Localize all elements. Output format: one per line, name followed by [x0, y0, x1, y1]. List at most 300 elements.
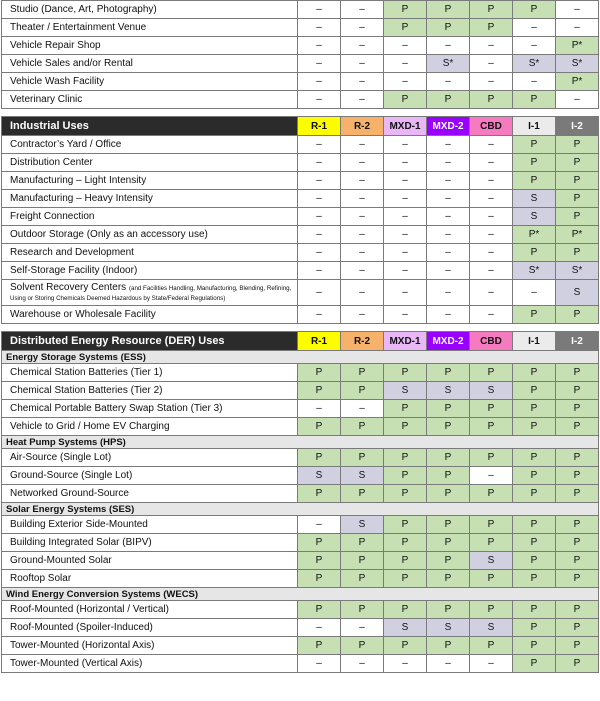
permission-cell-i-2: P — [556, 364, 599, 382]
permission-cell-i-2: P — [556, 485, 599, 503]
permission-cell-i-1: P — [513, 637, 556, 655]
permission-cell-cbd: P — [470, 364, 513, 382]
table-row — [2, 244, 599, 262]
der-header-row — [2, 332, 599, 351]
permission-cell-i-1: P — [513, 449, 556, 467]
permission-cell-r-2: – — [341, 55, 384, 73]
permission-cell-i-2: P — [556, 190, 599, 208]
permission-cell-r-1: – — [298, 172, 341, 190]
permission-cell-cbd: – — [470, 280, 513, 306]
permission-cell-i-1: – — [513, 19, 556, 37]
permission-cell-mxd-2: P — [427, 364, 470, 382]
permission-cell-r-1: P — [298, 485, 341, 503]
permission-cell-r-2: P — [341, 570, 384, 588]
permission-cell-i-1: P — [513, 172, 556, 190]
permission-cell-i-1: P — [513, 655, 556, 673]
permission-cell-i-2: P — [556, 619, 599, 637]
permission-cell-r-1: – — [298, 37, 341, 55]
use-label: Air-Source (Single Lot) — [2, 449, 298, 467]
permission-cell-mxd-1: P — [384, 601, 427, 619]
table-row — [2, 136, 599, 154]
permission-cell-r-2: – — [341, 208, 384, 226]
permission-cell-r-2: – — [341, 37, 384, 55]
permission-cell-i-2: S — [556, 280, 599, 306]
permission-cell-r-1: – — [298, 516, 341, 534]
permission-cell-r-2: P — [341, 552, 384, 570]
permission-cell-cbd: – — [470, 262, 513, 280]
permission-cell-i-1: P — [513, 619, 556, 637]
zone-header-r-1: R-1 — [298, 332, 341, 351]
permission-cell-cbd: P — [470, 637, 513, 655]
permission-cell-r-1: P — [298, 364, 341, 382]
permission-cell-i-1: P — [513, 91, 556, 109]
use-label: Research and Development — [2, 244, 298, 262]
permission-cell-r-2: S — [341, 516, 384, 534]
permission-cell-i-1: S — [513, 208, 556, 226]
zone-header-mxd-1: MXD-1 — [384, 332, 427, 351]
permission-cell-r-1: P — [298, 382, 341, 400]
permission-cell-i-1: P — [513, 154, 556, 172]
permission-cell-cbd: S — [470, 382, 513, 400]
table-row — [2, 19, 599, 37]
permission-cell-i-2: S* — [556, 55, 599, 73]
permission-cell-r-1: P — [298, 534, 341, 552]
permission-cell-mxd-1: P — [384, 516, 427, 534]
permission-cell-mxd-2: – — [427, 136, 470, 154]
permission-cell-cbd: – — [470, 306, 513, 324]
use-label: Studio (Dance, Art, Photography) — [2, 1, 298, 19]
use-label: Vehicle Repair Shop — [2, 37, 298, 55]
section-title: Distributed Energy Resource (DER) Uses — [2, 332, 298, 351]
permission-cell-mxd-1: P — [384, 637, 427, 655]
permission-cell-r-1: – — [298, 91, 341, 109]
permission-cell-mxd-2: – — [427, 244, 470, 262]
permission-cell-mxd-1: S — [384, 619, 427, 637]
table-row — [2, 1, 599, 19]
permission-cell-cbd: P — [470, 516, 513, 534]
permission-cell-cbd: S — [470, 619, 513, 637]
permission-cell-mxd-2: – — [427, 37, 470, 55]
use-label: Building Exterior Side-Mounted — [2, 516, 298, 534]
industrial-header-row — [2, 117, 599, 136]
use-label-note: (and Facilities Handling, Manufacturing, Blending, Refining, Using or Storing Chemicals Deemed Hazardous by State/Federal Regulations) — [10, 284, 292, 302]
permission-cell-cbd: – — [470, 172, 513, 190]
use-label — [2, 280, 298, 306]
permission-cell-i-2: – — [556, 19, 599, 37]
use-label: Manufacturing – Heavy Intensity — [2, 190, 298, 208]
subsection-header — [2, 351, 599, 364]
permission-cell-mxd-2: P — [427, 91, 470, 109]
permission-cell-mxd-1: – — [384, 226, 427, 244]
permission-cell-i-1: – — [513, 280, 556, 306]
permission-cell-mxd-2: – — [427, 306, 470, 324]
permission-cell-r-1: – — [298, 226, 341, 244]
table-row — [2, 467, 599, 485]
use-label: Freight Connection — [2, 208, 298, 226]
permission-cell-mxd-1: P — [384, 570, 427, 588]
permission-cell-i-2: P — [556, 637, 599, 655]
permission-cell-mxd-1: – — [384, 244, 427, 262]
permission-cell-i-1: P — [513, 1, 556, 19]
use-label: Veterinary Clinic — [2, 91, 298, 109]
permission-cell-r-2: – — [341, 400, 384, 418]
use-label: Networked Ground-Source — [2, 485, 298, 503]
use-label: Vehicle Wash Facility — [2, 73, 298, 91]
permission-cell-cbd: – — [470, 244, 513, 262]
use-label: Ground-Mounted Solar — [2, 552, 298, 570]
permission-cell-mxd-1: P — [384, 364, 427, 382]
permission-cell-i-1: – — [513, 37, 556, 55]
permission-cell-cbd: P — [470, 91, 513, 109]
permission-cell-mxd-2: P — [427, 552, 470, 570]
permission-cell-r-2: – — [341, 655, 384, 673]
use-label: Tower-Mounted (Vertical Axis) — [2, 655, 298, 673]
permission-cell-r-1: – — [298, 280, 341, 306]
permission-cell-r-1: P — [298, 449, 341, 467]
permission-cell-mxd-1: P — [384, 552, 427, 570]
permission-cell-cbd: P — [470, 400, 513, 418]
permission-cell-i-1: P — [513, 136, 556, 154]
use-label: Tower-Mounted (Horizontal Axis) — [2, 637, 298, 655]
permission-cell-mxd-2: – — [427, 154, 470, 172]
permission-cell-r-1: – — [298, 306, 341, 324]
permission-cell-cbd: P — [470, 601, 513, 619]
use-label: Chemical Station Batteries (Tier 1) — [2, 364, 298, 382]
table-row — [2, 364, 599, 382]
table-row — [2, 449, 599, 467]
zone-header-i-1: I-1 — [513, 117, 556, 136]
zone-header-r-2: R-2 — [341, 332, 384, 351]
permission-cell-mxd-1: – — [384, 37, 427, 55]
table-row — [2, 382, 599, 400]
permission-cell-i-2: P — [556, 552, 599, 570]
permission-cell-r-2: – — [341, 19, 384, 37]
permission-cell-i-2: P — [556, 449, 599, 467]
permission-cell-mxd-1: P — [384, 534, 427, 552]
permission-cell-r-1: P — [298, 418, 341, 436]
permission-cell-i-2: P — [556, 601, 599, 619]
permission-cell-i-1: P — [513, 418, 556, 436]
use-label: Roof-Mounted (Horizontal / Vertical) — [2, 601, 298, 619]
permission-cell-mxd-2: P — [427, 485, 470, 503]
use-label: Contractor’s Yard / Office — [2, 136, 298, 154]
permission-cell-i-1: P — [513, 516, 556, 534]
subsection-title: Energy Storage Systems (ESS) — [2, 351, 599, 364]
permission-cell-r-2: – — [341, 73, 384, 91]
permission-cell-mxd-2: P — [427, 467, 470, 485]
table-row — [2, 172, 599, 190]
table-row — [2, 37, 599, 55]
permission-cell-i-1: P — [513, 382, 556, 400]
permission-cell-i-2: P — [556, 244, 599, 262]
permission-cell-r-1: – — [298, 1, 341, 19]
permission-cell-mxd-1: – — [384, 208, 427, 226]
permission-cell-cbd: – — [470, 655, 513, 673]
permission-cell-mxd-2: P — [427, 516, 470, 534]
permission-cell-i-1: P — [513, 244, 556, 262]
permission-cell-r-1: – — [298, 655, 341, 673]
permission-cell-i-1: S* — [513, 262, 556, 280]
permission-cell-r-2: – — [341, 190, 384, 208]
spacer-cell — [2, 109, 599, 117]
permission-cell-cbd: P — [470, 570, 513, 588]
permission-cell-r-2: P — [341, 382, 384, 400]
table-row — [2, 306, 599, 324]
table-row — [2, 418, 599, 436]
permission-cell-mxd-2: P — [427, 534, 470, 552]
table-row — [2, 91, 599, 109]
table-row — [2, 570, 599, 588]
zone-header-cbd: CBD — [470, 332, 513, 351]
table-row — [2, 552, 599, 570]
subsection-title: Solar Energy Systems (SES) — [2, 503, 599, 516]
permission-cell-i-1: P — [513, 467, 556, 485]
permission-cell-mxd-2: – — [427, 655, 470, 673]
permission-cell-cbd: – — [470, 208, 513, 226]
permission-cell-r-1: P — [298, 552, 341, 570]
permission-cell-i-2: P — [556, 467, 599, 485]
permission-cell-r-2: – — [341, 244, 384, 262]
permission-cell-i-1: P — [513, 306, 556, 324]
permission-cell-i-2: P* — [556, 73, 599, 91]
permission-cell-i-1: P — [513, 601, 556, 619]
permission-cell-cbd: S — [470, 552, 513, 570]
zone-header-mxd-2: MXD-2 — [427, 332, 470, 351]
permission-cell-mxd-1: – — [384, 262, 427, 280]
permission-cell-mxd-2: S — [427, 382, 470, 400]
permission-cell-mxd-2: S* — [427, 55, 470, 73]
permission-cell-i-2: P — [556, 534, 599, 552]
table-row — [2, 400, 599, 418]
permission-cell-r-1: – — [298, 400, 341, 418]
permission-cell-r-1: – — [298, 244, 341, 262]
permission-cell-cbd: – — [470, 226, 513, 244]
spacer-cell — [2, 324, 599, 332]
use-label-main: Solvent Recovery Centers — [10, 281, 127, 293]
subsection-header — [2, 503, 599, 516]
permission-cell-mxd-1: – — [384, 190, 427, 208]
permission-cell-r-2: P — [341, 534, 384, 552]
permission-cell-i-2: P* — [556, 37, 599, 55]
permission-cell-mxd-1: – — [384, 280, 427, 306]
table-row — [2, 485, 599, 503]
subsection-title: Wind Energy Conversion Systems (WECS) — [2, 588, 599, 601]
permission-cell-r-2: P — [341, 485, 384, 503]
table-row — [2, 619, 599, 637]
permission-cell-cbd: P — [470, 534, 513, 552]
permission-cell-r-2: S — [341, 467, 384, 485]
use-label: Theater / Entertainment Venue — [2, 19, 298, 37]
zone-header-cbd: CBD — [470, 117, 513, 136]
permission-cell-cbd: P — [470, 449, 513, 467]
permission-cell-i-2: S* — [556, 262, 599, 280]
table-row — [2, 154, 599, 172]
permission-cell-r-2: – — [341, 136, 384, 154]
permission-cell-i-2: P — [556, 418, 599, 436]
permission-cell-cbd: – — [470, 55, 513, 73]
permission-cell-mxd-2: – — [427, 262, 470, 280]
permission-cell-mxd-2: – — [427, 190, 470, 208]
permission-cell-mxd-1: P — [384, 1, 427, 19]
permission-cell-mxd-2: P — [427, 1, 470, 19]
permission-cell-r-2: – — [341, 172, 384, 190]
use-label: Distribution Center — [2, 154, 298, 172]
permission-cell-r-1: – — [298, 154, 341, 172]
permission-cell-i-2: P — [556, 516, 599, 534]
permission-cell-r-1: P — [298, 637, 341, 655]
section-title: Industrial Uses — [2, 117, 298, 136]
zone-header-r-2: R-2 — [341, 117, 384, 136]
permission-cell-cbd: P — [470, 1, 513, 19]
permission-cell-r-2: – — [341, 280, 384, 306]
permission-cell-i-1: P — [513, 400, 556, 418]
permission-cell-r-2: – — [341, 619, 384, 637]
permission-cell-r-1: – — [298, 619, 341, 637]
permission-cell-i-1: P* — [513, 226, 556, 244]
permission-cell-mxd-1: – — [384, 306, 427, 324]
permission-cell-cbd: P — [470, 19, 513, 37]
zone-header-i-1: I-1 — [513, 332, 556, 351]
permission-cell-r-1: – — [298, 73, 341, 91]
permission-cell-cbd: – — [470, 190, 513, 208]
permission-cell-i-2: P — [556, 208, 599, 226]
permission-cell-r-2: P — [341, 637, 384, 655]
table-row — [2, 190, 599, 208]
permission-cell-mxd-2: – — [427, 226, 470, 244]
subsection-header — [2, 436, 599, 449]
section-spacer — [2, 109, 599, 117]
permission-cell-r-1: P — [298, 601, 341, 619]
table-row — [2, 637, 599, 655]
permission-cell-mxd-1: – — [384, 154, 427, 172]
table-row — [2, 534, 599, 552]
permission-cell-r-2: P — [341, 601, 384, 619]
permission-cell-i-2: P — [556, 382, 599, 400]
use-label: Manufacturing – Light Intensity — [2, 172, 298, 190]
permission-cell-r-2: – — [341, 262, 384, 280]
permission-cell-mxd-2: P — [427, 449, 470, 467]
use-label: Outdoor Storage (Only as an accessory use) — [2, 226, 298, 244]
permission-cell-mxd-1: – — [384, 655, 427, 673]
permission-cell-mxd-2: P — [427, 400, 470, 418]
permission-cell-r-2: P — [341, 418, 384, 436]
zone-header-r-1: R-1 — [298, 117, 341, 136]
permission-cell-cbd: – — [470, 467, 513, 485]
table-row — [2, 208, 599, 226]
table-row — [2, 601, 599, 619]
permission-cell-mxd-1: – — [384, 136, 427, 154]
table-row — [2, 655, 599, 673]
permission-cell-mxd-2: – — [427, 172, 470, 190]
permission-cell-i-2: – — [556, 1, 599, 19]
permission-cell-cbd: – — [470, 73, 513, 91]
use-label: Chemical Station Batteries (Tier 2) — [2, 382, 298, 400]
permission-cell-mxd-2: P — [427, 19, 470, 37]
permission-cell-i-2: – — [556, 91, 599, 109]
permission-cell-cbd: P — [470, 418, 513, 436]
use-label: Chemical Portable Battery Swap Station (Tier 3) — [2, 400, 298, 418]
permission-cell-mxd-1: P — [384, 400, 427, 418]
permission-cell-r-1: – — [298, 19, 341, 37]
permission-cell-mxd-2: – — [427, 73, 470, 91]
permission-cell-mxd-1: P — [384, 449, 427, 467]
permission-cell-i-2: P — [556, 154, 599, 172]
permission-cell-i-1: S* — [513, 55, 556, 73]
permission-cell-r-2: P — [341, 364, 384, 382]
use-label: Vehicle to Grid / Home EV Charging — [2, 418, 298, 436]
permission-cell-r-1: – — [298, 190, 341, 208]
permission-cell-i-2: P — [556, 136, 599, 154]
permission-cell-mxd-1: P — [384, 485, 427, 503]
permission-cell-r-1: S — [298, 467, 341, 485]
table-row — [2, 226, 599, 244]
permission-cell-r-1: P — [298, 570, 341, 588]
use-label: Vehicle Sales and/or Rental — [2, 55, 298, 73]
use-label: Ground-Source (Single Lot) — [2, 467, 298, 485]
zone-header-i-2: I-2 — [556, 117, 599, 136]
zone-header-mxd-1: MXD-1 — [384, 117, 427, 136]
permission-cell-i-1: – — [513, 73, 556, 91]
permission-cell-mxd-1: – — [384, 55, 427, 73]
permission-cell-mxd-1: P — [384, 19, 427, 37]
permission-cell-i-2: P* — [556, 226, 599, 244]
permission-cell-i-2: P — [556, 306, 599, 324]
permission-cell-r-2: – — [341, 154, 384, 172]
use-label: Warehouse or Wholesale Facility — [2, 306, 298, 324]
permission-cell-r-2: – — [341, 306, 384, 324]
permission-cell-mxd-2: – — [427, 208, 470, 226]
permission-cell-mxd-1: S — [384, 382, 427, 400]
permission-cell-cbd: – — [470, 154, 513, 172]
permission-cell-cbd: – — [470, 37, 513, 55]
zone-header-mxd-2: MXD-2 — [427, 117, 470, 136]
permission-cell-r-1: – — [298, 262, 341, 280]
permission-cell-mxd-2: – — [427, 280, 470, 306]
permission-cell-i-2: P — [556, 400, 599, 418]
permission-cell-i-2: P — [556, 655, 599, 673]
permission-cell-mxd-2: P — [427, 601, 470, 619]
use-label: Rooftop Solar — [2, 570, 298, 588]
zoning-use-table — [1, 0, 599, 673]
section-spacer — [2, 324, 599, 332]
use-label: Self-Storage Facility (Indoor) — [2, 262, 298, 280]
permission-cell-i-2: P — [556, 172, 599, 190]
permission-cell-cbd: – — [470, 136, 513, 154]
permission-cell-mxd-1: P — [384, 418, 427, 436]
table-row — [2, 55, 599, 73]
zone-header-i-2: I-2 — [556, 332, 599, 351]
use-label: Building Integrated Solar (BIPV) — [2, 534, 298, 552]
subsection-title: Heat Pump Systems (HPS) — [2, 436, 599, 449]
permission-cell-i-1: P — [513, 570, 556, 588]
permission-cell-i-1: P — [513, 552, 556, 570]
permission-cell-mxd-1: – — [384, 73, 427, 91]
permission-cell-mxd-1: P — [384, 467, 427, 485]
permission-cell-i-1: P — [513, 534, 556, 552]
use-label: Roof-Mounted (Spoiler-Induced) — [2, 619, 298, 637]
permission-cell-i-1: P — [513, 485, 556, 503]
permission-cell-cbd: P — [470, 485, 513, 503]
permission-cell-i-1: P — [513, 364, 556, 382]
permission-cell-mxd-1: – — [384, 172, 427, 190]
permission-cell-mxd-1: P — [384, 91, 427, 109]
table-row — [2, 262, 599, 280]
permission-cell-r-1: – — [298, 55, 341, 73]
table-row — [2, 280, 599, 306]
subsection-header — [2, 588, 599, 601]
permission-cell-r-1: – — [298, 208, 341, 226]
permission-cell-i-2: P — [556, 570, 599, 588]
